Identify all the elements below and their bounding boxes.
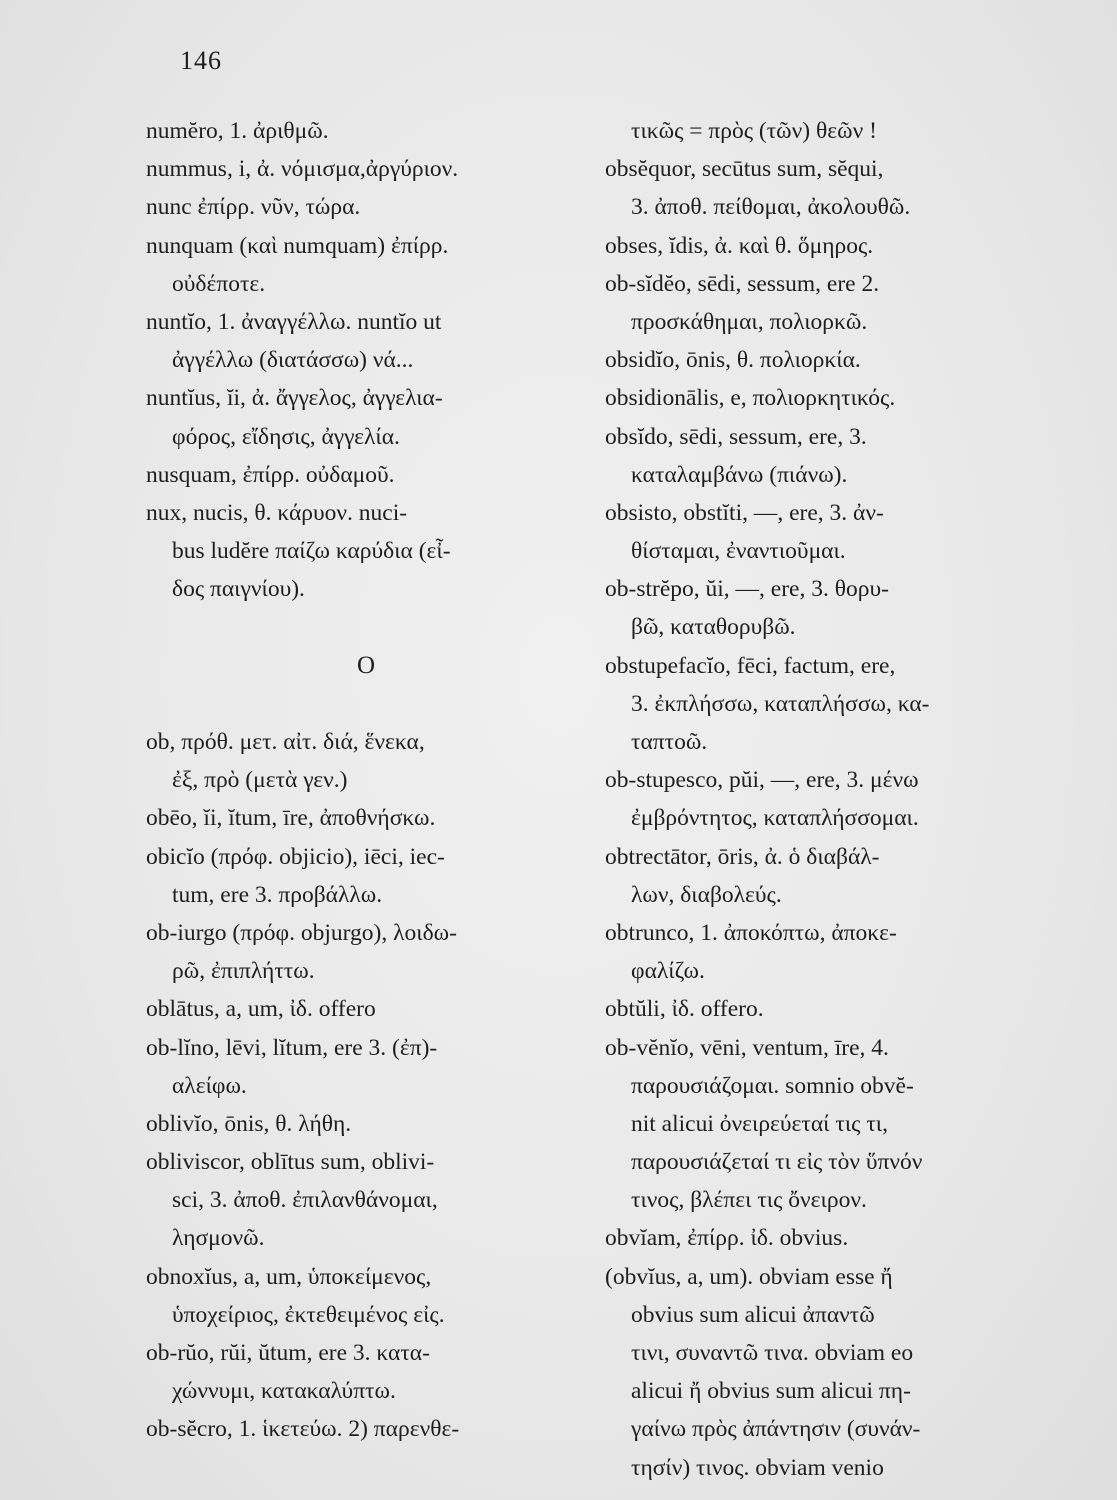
- entry-line: ob-stupesco, pŭi, —, ere, 3. μένω: [605, 767, 919, 794]
- entry-line: tum, ere 3. προβάλλω.: [172, 881, 383, 908]
- entry-line: obtrectātor, ōris, ἀ. ὁ διαβάλ-: [605, 843, 880, 870]
- entry-line: obnoxĭus, a, um, ὑποκείμενος,: [146, 1263, 432, 1290]
- entry-line: ob-sĭdĕo, sēdi, sessum, ere 2.: [605, 270, 880, 297]
- entry-line: γαίνω πρὸς ἀπάντησιν (συνάν-: [631, 1416, 921, 1443]
- entry-line: (obvĭus, a, um). obviam esse ἤ: [605, 1263, 893, 1290]
- right-column: [605, 112, 1045, 1487]
- entry-line: numĕro, 1. ἀριθμῶ.: [146, 118, 329, 144]
- entry-line: δος παιγνίου).: [172, 576, 305, 603]
- entry-line: obvĭam, ἐπίρρ. ἰδ. obvius.: [605, 1225, 849, 1252]
- entry-line: ob-rŭo, rŭi, ŭtum, ere 3. κατα-: [146, 1340, 430, 1366]
- entry-line: οὐδέποτε.: [172, 270, 266, 297]
- entry-line: λησμονῶ.: [172, 1225, 265, 1252]
- entry-line: ob-lĭno, lēvi, lĭtum, ere 3. (ἐπ)-: [146, 1034, 438, 1061]
- entry-line: obtŭli, ἰδ. offero.: [605, 996, 764, 1023]
- entry-line: ob-sĕcro, 1. ἱκετεύω. 2) παρενθε-: [146, 1416, 460, 1443]
- entry-line: obtrunco, 1. ἀποκόπτω, ἀποκε-: [605, 919, 897, 946]
- entry-line: ρῶ, ἐπιπλήττω.: [172, 958, 315, 985]
- entry-line: ob-iurgo (πρόφ. objurgo), λοιδω-: [146, 919, 457, 946]
- entry-line: ταπτοῶ.: [631, 729, 708, 755]
- entry-line: nuntĭus, ĭi, ἀ. ἄγγελος, ἀγγελια-: [146, 385, 443, 412]
- entry-line: alicui ἤ obvius sum alicui πη-: [631, 1378, 911, 1405]
- entry-line: oblivĭo, ōnis, θ. λήθη.: [146, 1110, 352, 1137]
- entry-line: ob-strĕpo, ŭi, —, ere, 3. θορυ-: [605, 576, 889, 603]
- entry-line: φόρος, εἴδησις, ἀγγελία.: [172, 423, 400, 450]
- entry-line: παρουσιάζεταί τι εἰς τὸν ὕπνόν: [631, 1149, 923, 1176]
- entry-line: βῶ, καταθορυβῶ.: [631, 614, 796, 641]
- entry-line: nit alicui ὀνειρεύεταί τις τι,: [631, 1110, 888, 1137]
- entry-line: ἐξ, πρὸ (μετὰ γεν.): [172, 767, 348, 794]
- entry-line: nusquam, ἐπίρρ. οὐδαμοῦ.: [146, 461, 395, 488]
- entry-line: ob, πρόθ. μετ. αἰτ. διά, ἕνεκα,: [146, 729, 425, 755]
- entry-line: [146, 608, 586, 646]
- entry-line: χώννυμι, κατακαλύπτω.: [172, 1378, 396, 1405]
- entry-line: obses, ĭdis, ἀ. καὶ θ. ὅμηρος.: [605, 232, 874, 259]
- entry-line: θίσταμαι, ἐναντιοῦμαι.: [631, 538, 846, 565]
- entry-line: 3. ἐκπλήσσω, καταπλήσσω, κα-: [631, 690, 930, 717]
- left-column: [146, 112, 586, 1449]
- entry-line: oblātus, a, um, ἰδ. offero: [146, 996, 376, 1023]
- entry-line: τησίν) τινος. obviam venio: [631, 1454, 884, 1481]
- entry-line: τινος, βλέπει τις ὄνειρον.: [631, 1187, 867, 1214]
- entry-line: αλείφω.: [172, 1072, 247, 1099]
- entry-line: nummus, i, ἀ. νόμισμα,ἀργύριον.: [146, 156, 459, 183]
- entry-line: sci, 3. ἀποθ. ἐπιλανθάνομαι,: [172, 1187, 438, 1214]
- entry-line: obsĭdo, sēdi, sessum, ere, 3.: [605, 423, 867, 450]
- entry-line: nunquam (καὶ numquam) ἐπίρρ.: [146, 232, 449, 259]
- entry-line: bus ludĕre παίζω καρύδια (εἶ-: [172, 538, 451, 565]
- entry-line: obsisto, obstĭti, —, ere, 3. ἀν-: [605, 499, 884, 526]
- entry-line: obsidionālis, e, πολιορκητικός.: [605, 385, 896, 412]
- section-heading: O: [356, 651, 376, 679]
- entry-line: ὑποχείριος, ἐκτεθειμένος εἰς.: [172, 1301, 445, 1328]
- entry-line: nux, nucis, θ. κάρυον. nuci-: [146, 499, 408, 526]
- entry-line: [146, 685, 586, 723]
- entry-line: obsĕquor, secūtus sum, sĕqui,: [605, 156, 884, 183]
- entry-line: ἐμβρόντητος, καταπλήσσομαι.: [631, 805, 919, 832]
- entry-line: obicĭo (πρόφ. objicio), iēci, iec-: [146, 843, 445, 870]
- page-number: 146: [180, 46, 222, 75]
- entry-line: τικῶς = πρὸς (τῶν) θεῶν !: [631, 118, 877, 144]
- entry-line: obēo, ĭi, ĭtum, īre, ἀποθνήσκω.: [146, 805, 436, 832]
- entry-line: καταλαμβάνω (πιάνω).: [631, 461, 848, 488]
- entry-line: προσκάθημαι, πολιορκῶ.: [631, 308, 868, 335]
- entry-line: παρουσιάζομαι. somnio obvĕ-: [631, 1072, 914, 1099]
- entry-line: nunc ἐπίρρ. νῦν, τώρα.: [146, 194, 361, 221]
- entry-line: τινι, συναντῶ τινα. obviam eo: [631, 1340, 914, 1366]
- entry-line: φαλίζω.: [631, 958, 705, 985]
- entry-line: obvius sum alicui ἀπαντῶ: [631, 1301, 875, 1328]
- entry-line: ob-vĕnĭo, vēni, ventum, īre, 4.: [605, 1034, 889, 1061]
- entry-line: obliviscor, oblītus sum, oblivi-: [146, 1149, 435, 1176]
- entry-line: nuntĭo, 1. ἀναγγέλλω. nuntĭo ut: [146, 308, 442, 335]
- entry-line: 3. ἀποθ. πείθομαι, ἀκολουθῶ.: [631, 194, 911, 221]
- entry-line: ἀγγέλλω (διατάσσω) νά...: [172, 347, 414, 374]
- entry-line: λων, διαβολεύς.: [631, 881, 782, 908]
- entry-line: obsidĭo, ōnis, θ. πολιορκία.: [605, 347, 861, 374]
- entry-line: obstupefacĭo, fēci, factum, ere,: [605, 652, 896, 679]
